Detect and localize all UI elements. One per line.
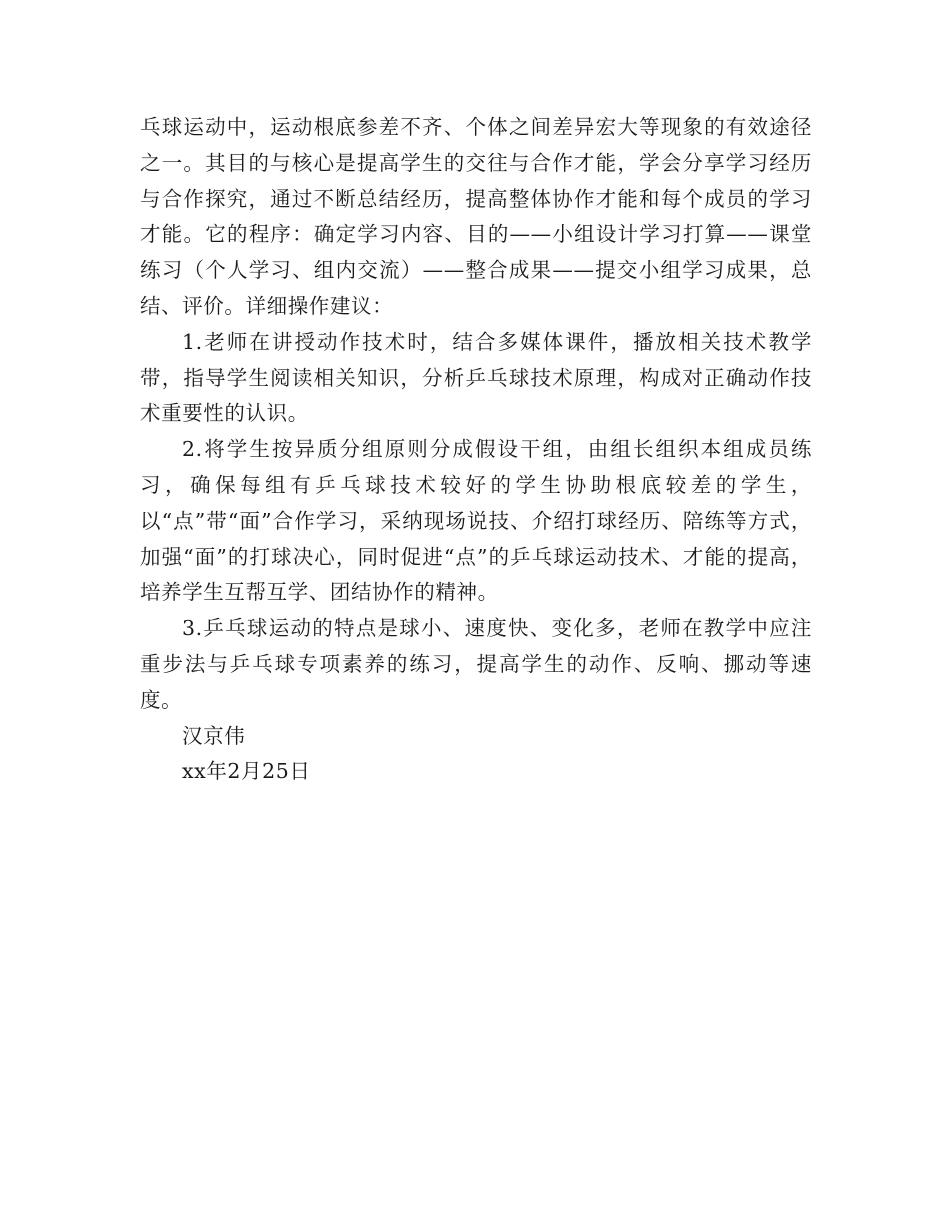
document-body (140, 110, 812, 790)
body-paragraph: 2.将学生按异质分组原则分成假设干组，由组长组织本组成员练习，确保每组有乒乓球技术较好的学生协助根底较差的学生，以“点”带“面”合作学习，采纳现场说技、介绍打球经历、陪练等方式，加强“面”的打球决心，同时促进“点”的乒乓球运动技术、才能的提高，培养学生互帮互学、团结协作的精神。 (140, 437, 812, 605)
body-paragraph: 乓球运动中，运动根底参差不齐、个体之间差异宏大等现象的有效途径之一。其目的与核心是提高学生的交往与合作才能，学会分享学习经历与合作探究，通过不断总结经历，提高整体协作才能和每个成员的学习才能。它的程序：确定学习内容、目的——小组设计学习打算——课堂练习（个人学习、组内交流）——整合成果——提交小组学习成果，总结、评价。详细操作建议： (140, 115, 812, 318)
document-date: xx年2月25日 (182, 759, 311, 784)
author-name: 汉京伟 (182, 723, 246, 748)
body-paragraph: 1.老师在讲授动作技术时，结合多媒体课件，播放相关技术教学带，指导学生阅读相关知识，分析乒乓球技术原理，构成对正确动作技术重要性的认识。 (140, 329, 812, 426)
body-paragraph: 3.乒乓球运动的特点是球小、速度快、变化多，老师在教学中应注重步法与乒乓球专项素养的练习，提高学生的动作、反响、挪动等速度。 (140, 616, 812, 712)
